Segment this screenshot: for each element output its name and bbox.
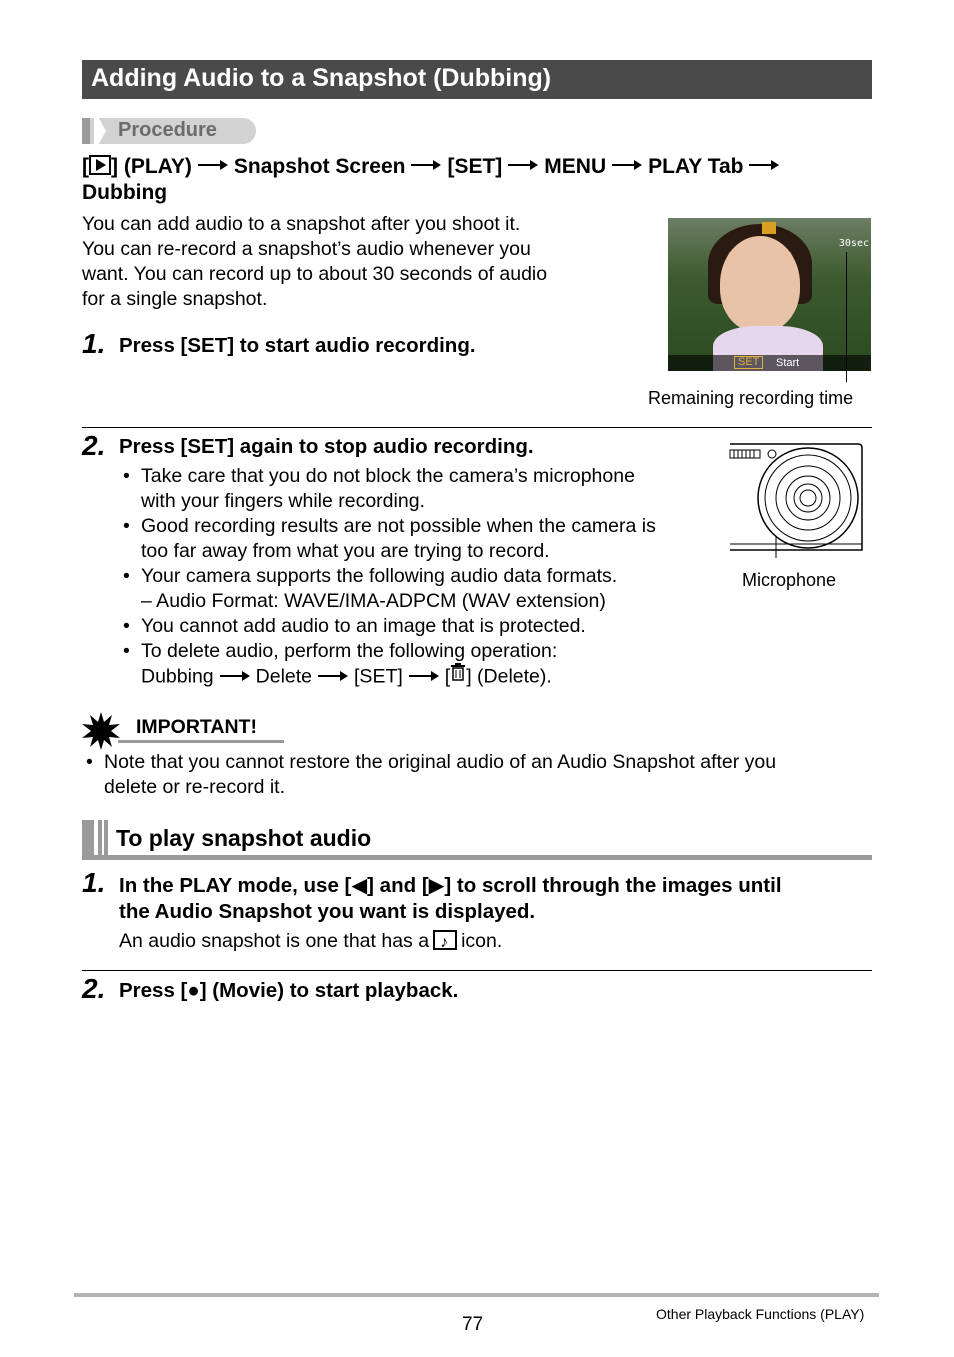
op-set: [SET] (354, 665, 403, 688)
path-dubbing: Dubbing (82, 181, 168, 204)
intro-line: You can add audio to a snapshot after you shoot it. (82, 213, 521, 235)
photo-caption: Remaining recording time (648, 388, 854, 408)
trash-icon (450, 662, 466, 689)
procedure-tab (82, 118, 256, 144)
bullet-line: with your fingers while recording. (141, 490, 425, 512)
bullet-line: Your camera supports the following audio data formats. (141, 565, 618, 587)
bullet-item (123, 464, 635, 514)
subsection-title: To play snapshot audio (116, 825, 372, 851)
note-post: icon. (461, 930, 503, 952)
arrow-icon (198, 160, 228, 170)
bullet-dot: • (123, 615, 130, 637)
step-number: 1. (82, 867, 106, 898)
bullet-item (123, 514, 656, 564)
step-note (119, 929, 502, 954)
footer-section: Other Playback Functions (PLAY) (656, 1306, 865, 1322)
step-text: In the PLAY mode, use [◀] and [▶] to scroll through the images until (119, 874, 782, 897)
path-play-tab: PLAY Tab (648, 155, 744, 178)
op-bracket: [ (444, 665, 451, 688)
bullet-dot: • (123, 515, 130, 537)
bullet-line: You cannot add audio to an image that is protected. (141, 615, 586, 637)
page-title: Adding Audio to a Snapshot (Dubbing) (91, 64, 552, 92)
photo-face (720, 236, 800, 332)
divider (82, 970, 872, 971)
delete-operation (141, 664, 552, 691)
step-number: 1. (82, 328, 106, 359)
intro-text (82, 212, 547, 312)
audio-snapshot-icon (762, 222, 776, 234)
step-text: the Audio Snapshot you want is displayed. (119, 900, 536, 923)
procedure-chevron (94, 118, 106, 144)
heading-bar (82, 820, 94, 860)
step-text: Press [SET] again to stop audio recording. (119, 435, 534, 458)
arrow-icon (508, 160, 538, 170)
callout-line (846, 252, 847, 382)
step-text: Press [●] (Movie) to start playback. (119, 979, 459, 1002)
page-number: 77 (462, 1314, 484, 1335)
arrow-icon (318, 671, 348, 681)
microphone-caption: Microphone (742, 570, 837, 590)
bullet-line: too far away from what you are trying to record. (141, 540, 550, 562)
important-note (86, 750, 777, 800)
important-underline (118, 740, 284, 743)
heading-bar (98, 820, 102, 860)
start-label: Start (776, 357, 800, 369)
heading-bar (104, 820, 108, 860)
path-bracket: [ (82, 155, 89, 178)
op-delete-end: ] (Delete). (466, 665, 552, 688)
bullet-item (123, 564, 618, 589)
arrow-icon (409, 671, 439, 681)
step-text: Press [SET] to start audio recording. (119, 334, 476, 357)
arrow-icon (220, 671, 250, 681)
step-number: 2. (82, 973, 106, 1004)
bullet-sub-item: – Audio Format: WAVE/IMA-ADPCM (WAV extension) (141, 590, 606, 612)
procedure-stripe (82, 118, 90, 144)
path-set: [SET] (447, 155, 503, 178)
intro-line: You can re-record a snapshot’s audio whenever you (82, 238, 531, 260)
note-pre: An audio snapshot is one that has a (119, 930, 430, 952)
heading-rule (82, 855, 872, 860)
bullet-dot: • (123, 565, 130, 587)
bullet-line: Take care that you do not block the camera’s microphone (141, 465, 635, 487)
snapshot-photo (668, 218, 871, 371)
intro-line: for a single snapshot. (82, 288, 268, 310)
important-label: IMPORTANT! (136, 716, 257, 738)
path-snapshot-screen: Snapshot Screen (233, 155, 406, 178)
step-number: 2. (82, 430, 106, 461)
bullet-item (123, 639, 558, 664)
procedure-label: Procedure (118, 119, 217, 141)
menu-path (82, 154, 785, 180)
path-play: ] (PLAY) (111, 155, 192, 178)
intro-line: want. You can record up to about 30 seconds of audio (82, 263, 548, 285)
photo-guide-bar (668, 355, 871, 371)
op-dubbing: Dubbing (141, 665, 214, 688)
subsection-heading (82, 820, 872, 860)
bullet-line: To delete audio, perform the following operation: (141, 640, 558, 662)
op-delete: Delete (255, 665, 313, 688)
bullet-dot: • (86, 751, 93, 773)
divider (82, 427, 872, 428)
bullet-dot: • (123, 465, 130, 487)
arrow-icon (411, 160, 441, 170)
bullet-line: Good recording results are not possible when the camera is (141, 515, 656, 537)
camera-illustration (726, 438, 866, 558)
audio-snapshot-icon (433, 930, 457, 950)
footer-rule (74, 1293, 879, 1297)
remaining-time-readout: 30sec (838, 238, 869, 249)
note-line: Note that you cannot restore the original audio of an Audio Snapshot after you (104, 751, 777, 773)
section-title-bar (82, 60, 872, 99)
play-icon (89, 155, 111, 175)
important-star-icon (82, 712, 120, 750)
bullet-item (123, 614, 586, 639)
note-line: delete or re-record it. (104, 776, 285, 798)
set-label: SET (734, 356, 763, 369)
path-menu: MENU (544, 155, 607, 178)
arrow-icon (749, 160, 779, 170)
arrow-icon (612, 160, 642, 170)
bullet-dot: • (123, 640, 130, 662)
